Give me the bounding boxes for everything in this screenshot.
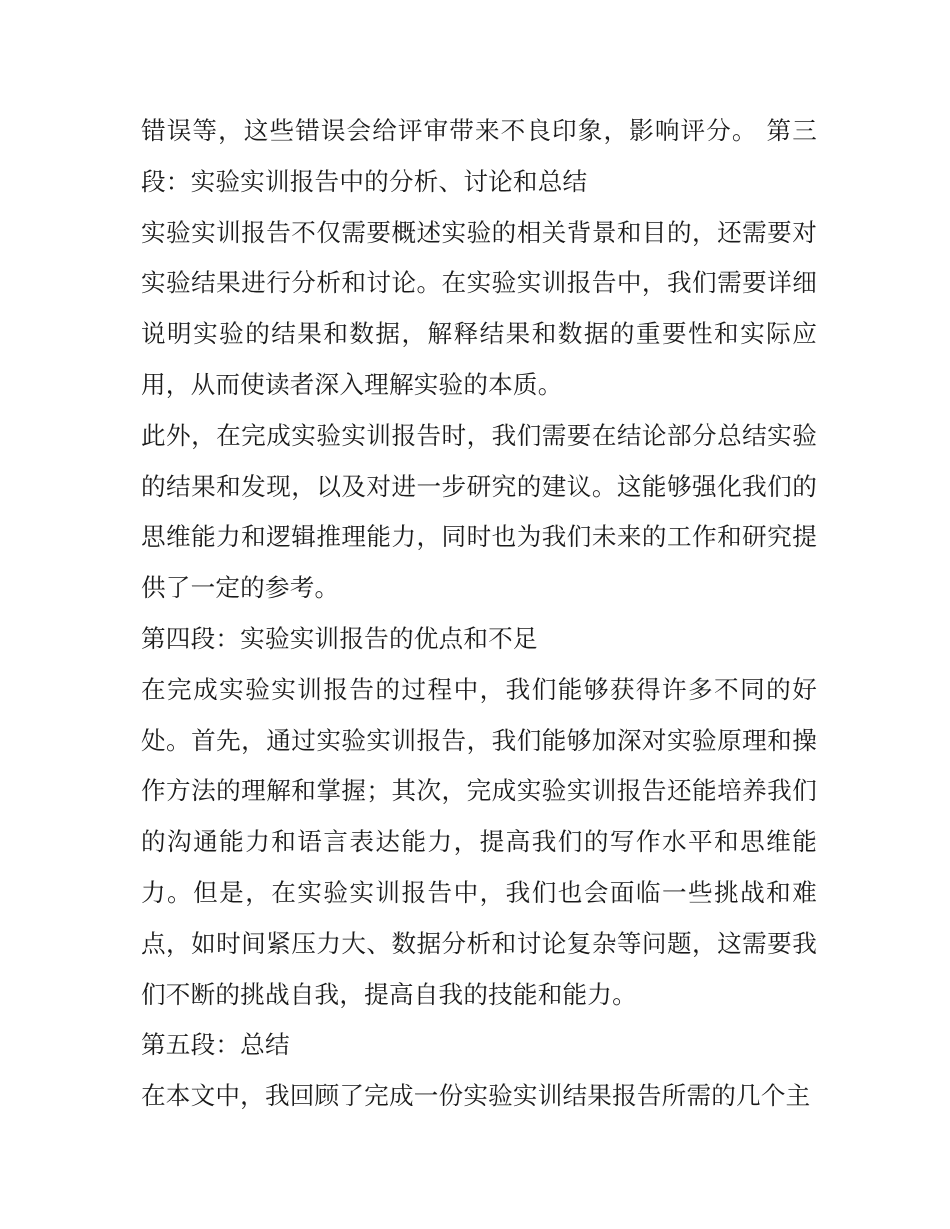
paragraph-conclusion: 此外，在完成实验实训报告时，我们需要在结论部分总结实验的结果和发现，以及对进一步研究的建议。这能够强化我们的思维能力和逻辑推理能力，同时也为我们未来的工作和研究提供了一定的参考。 xyxy=(141,420,817,603)
paragraph-continuation: 错误等，这些错误会给评审带来不良印象，影响评分。 第三段：实验实训报告中的分析、讨论和总结 xyxy=(141,116,817,196)
section-heading-4: 第四段：实验实训报告的优点和不足 xyxy=(141,623,538,653)
paragraph-summary: 在本文中，我回顾了完成一份实验实训结果报告所需的几个主 xyxy=(141,1081,811,1111)
section-heading-5: 第五段：总结 xyxy=(141,1030,290,1060)
paragraph-pros-cons: 在完成实验实训报告的过程中，我们能够获得许多不同的好处。首先，通过实验实训报告，我们能够加深对实验原理和操作方法的理解和掌握；其次，完成实验实训报告还能培养我们的沟通能力和语言表达能力，提高我们的写作水平和思维能力。但是，在实验实训报告中，我们也会面临一些挑战和难点，如时间紧压力大、数据分析和讨论复杂等问题，这需要我们不断的挑战自我，提高自我的技能和能力。 xyxy=(141,674,817,1009)
document-body xyxy=(141,106,817,1122)
paragraph-analysis: 实验实训报告不仅需要概述实验的相关背景和目的，还需要对实验结果进行分析和讨论。在实验实训报告中，我们需要详细说明实验的结果和数据，解释结果和数据的重要性和实际应用，从而使读者深入理解实验的本质。 xyxy=(141,217,817,399)
